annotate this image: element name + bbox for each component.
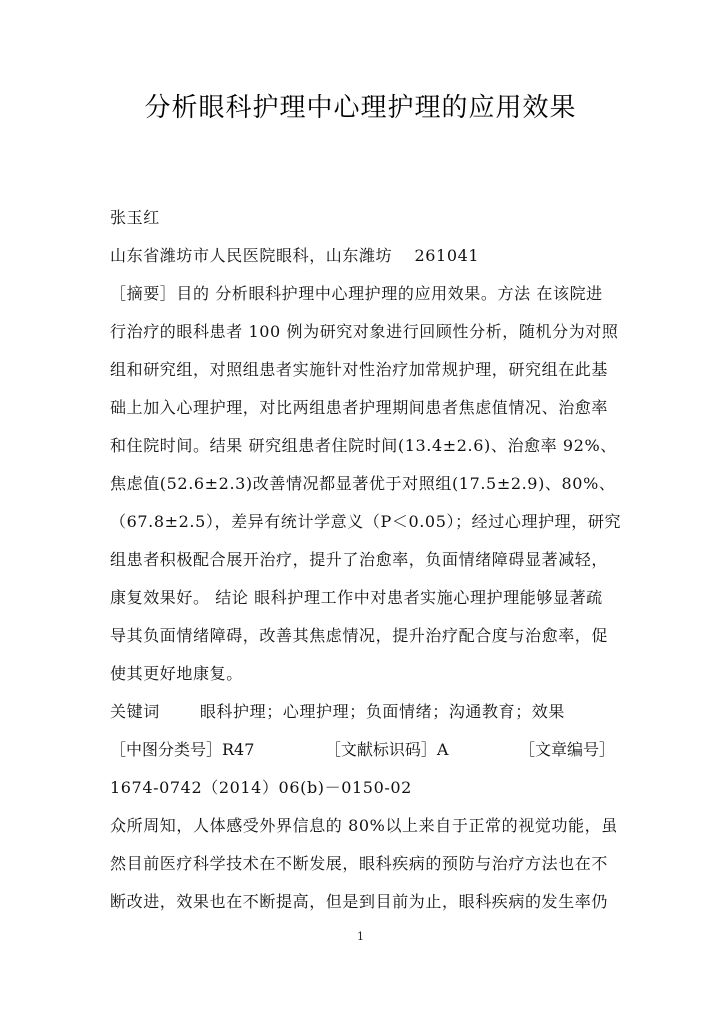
body-line: 断改进，效果也在不断提高，但是到目前为止，眼科疾病的发生率仍	[110, 892, 609, 911]
abstract-line: 和住院时间。结果 研究组患者住院时间(13.4±2.6)、治愈率 92%、	[110, 436, 617, 455]
article-number-label: ［文章编号］	[518, 740, 615, 759]
article-number-value: 1674-0742（2014）06(b)－0150-02	[110, 778, 412, 797]
abstract-line: 焦虑值(52.6±2.3)改善情况都显著优于对照组(17.5±2.9)、80%、	[110, 474, 616, 493]
abstract-line: 组患者积极配合展开治疗，提升了治愈率，负面情绪障碍显著减轻，	[110, 550, 609, 569]
body-line: 然目前医疗科学技术在不断发展，眼科疾病的预防与治疗方法也在不	[110, 854, 609, 873]
keywords-value: 眼科护理；心理护理；负面情绪；沟通教育；效果	[199, 702, 566, 721]
abstract-line: 行治疗的眼科患者 100 例为研究对象进行回顾性分析，随机分为对照	[110, 322, 619, 341]
abstract-line: 导其负面情绪障碍，改善其焦虑情况，提升治疗配合度与治愈率，促	[110, 626, 609, 645]
keywords-row	[110, 700, 615, 724]
author-affiliation: 山东省潍坊市人民医院眼科，山东潍坊 261041	[110, 246, 480, 265]
abstract-line: 使其更好地康复。	[110, 664, 243, 683]
document-code: ［文献标识码］A	[324, 740, 449, 759]
clc-number: ［中图分类号］R47	[110, 740, 255, 759]
keywords-label: 关键词	[110, 702, 160, 721]
paper-title: 分析眼科护理中心理护理的应用效果	[144, 93, 577, 123]
author-name: 张玉红	[110, 208, 160, 227]
abstract-line: （67.8±2.5），差异有统计学意义（P＜0.05）；经过心理护理，研究	[110, 512, 622, 531]
classification-row	[110, 738, 615, 762]
abstract-line: 础上加入心理护理，对比两组患者护理期间患者焦虑值情况、治愈率	[110, 398, 609, 417]
abstract-line: 康复效果好。 结论 眼科护理工作中对患者实施心理护理能够显著疏	[110, 588, 603, 607]
page-number: 1	[357, 930, 364, 943]
body-line: 众所周知，人体感受外界信息的 80%以上来自于正常的视觉功能，虽	[110, 816, 618, 835]
abstract-line: ［摘要］目的 分析眼科护理中心理护理的应用效果。方法 在该院进	[110, 284, 603, 303]
abstract-line: 组和研究组，对照组患者实施针对性治疗加常规护理，研究组在此基	[110, 360, 609, 379]
